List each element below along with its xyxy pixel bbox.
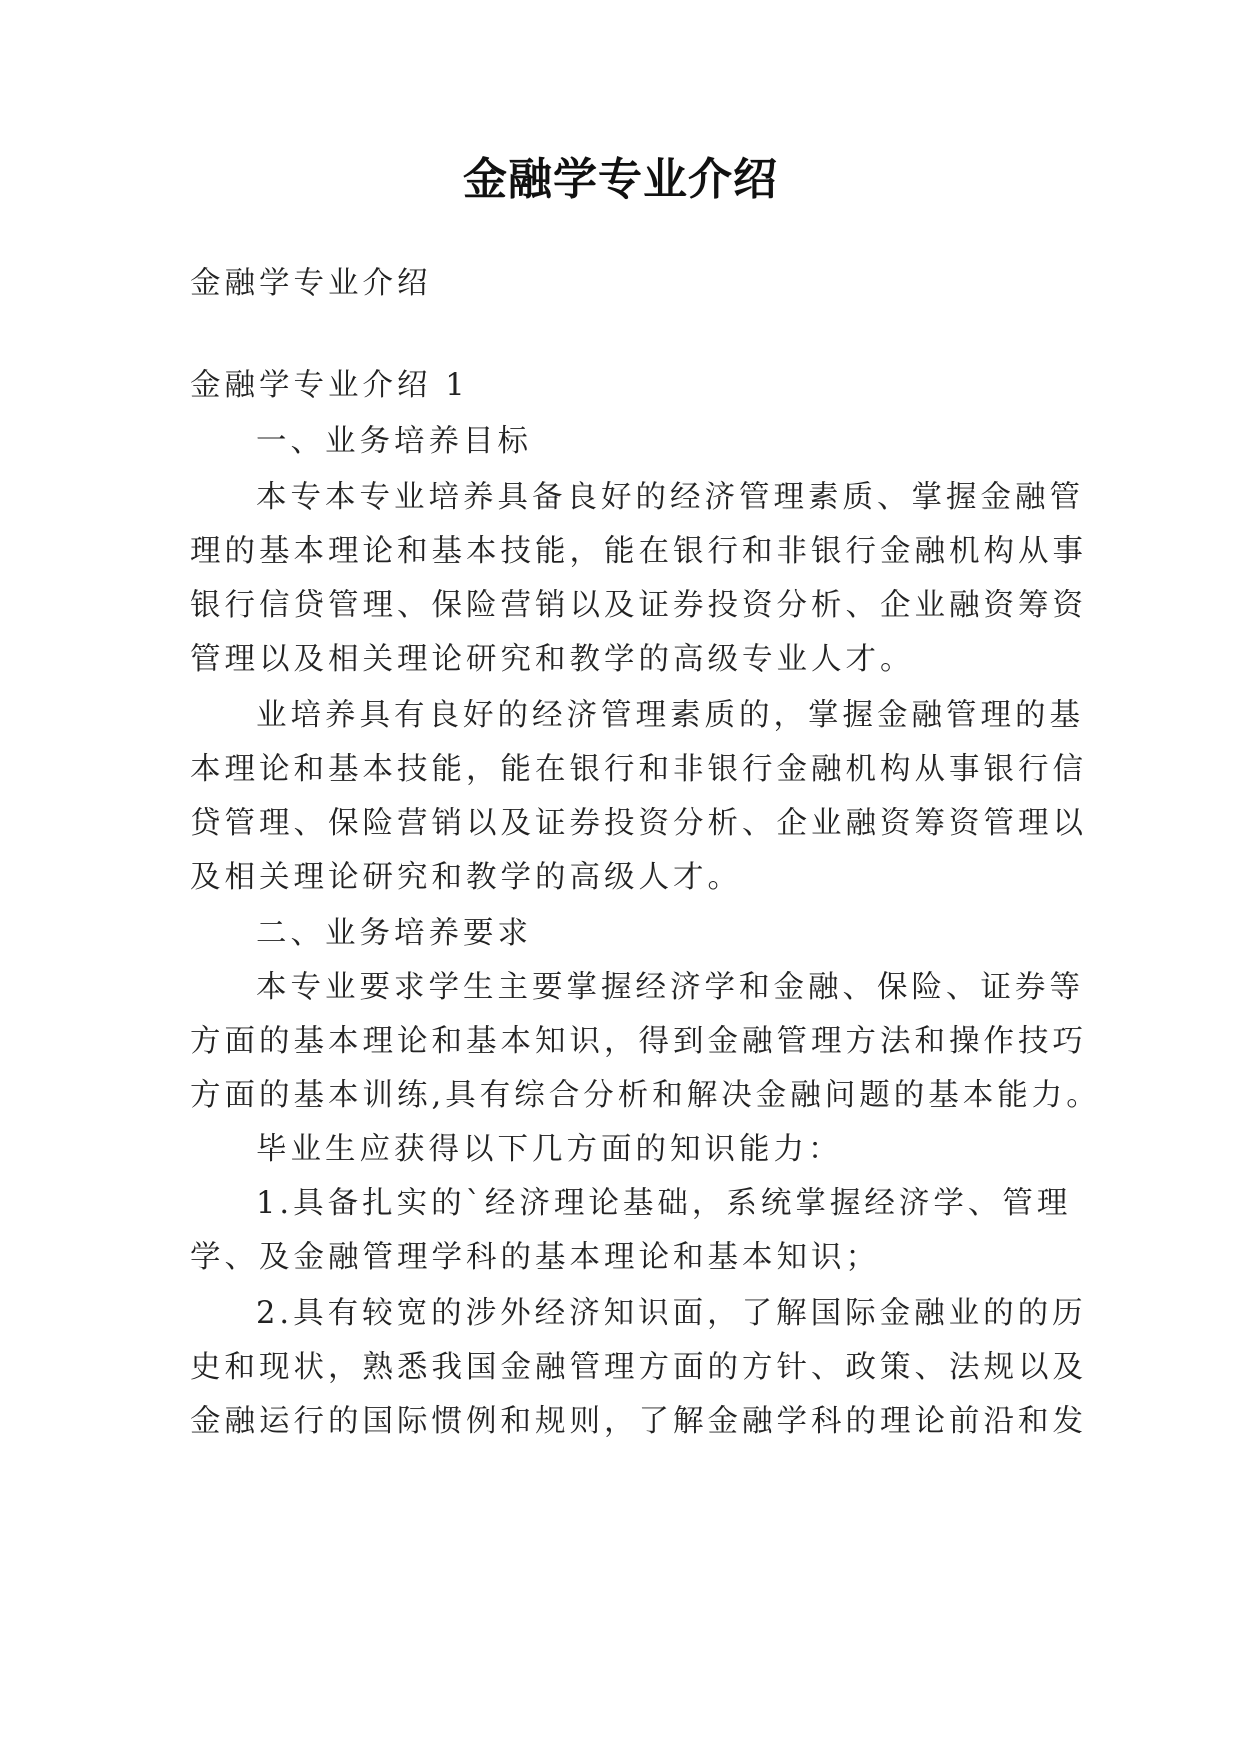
subtitle: 金融学专业介绍 — [190, 266, 432, 301]
list-item-2-continuation: 金融运行的国际惯例和规则，了解金融学科的理论前沿和发 — [190, 1404, 1087, 1439]
paragraph-line: 理的基本理论和基本技能，能在银行和非银行金融机构从事 — [190, 534, 1087, 569]
list-item-2: 2.具有较宽的涉外经济知识面，了解国际金融业的的历 — [256, 1296, 1087, 1331]
document-title: 金融学专业介绍 — [463, 154, 778, 205]
paragraph-line: 方面的基本训练,具有综合分析和解决金融问题的基本能力。 — [190, 1078, 1101, 1113]
list-item-1-continuation: 学、及金融管理学科的基本理论和基本知识； — [190, 1240, 880, 1275]
list-item-1: 1.具备扎实的`经济理论基础，系统掌握经济学、管理 — [256, 1186, 1072, 1221]
list-item-2-continuation: 史和现状，熟悉我国金融管理方面的方针、政策、法规以及 — [190, 1350, 1087, 1385]
paragraph-line: 毕业生应获得以下几方面的知识能力： — [256, 1132, 843, 1167]
heading-training-goal: 一、业务培养目标 — [256, 424, 532, 459]
paragraph-line: 本理论和基本技能，能在银行和非银行金融机构从事银行信 — [190, 752, 1087, 787]
paragraph-line: 业培养具有良好的经济管理素质的，掌握金融管理的基 — [256, 698, 1084, 733]
paragraph-line: 方面的基本理论和基本知识，得到金融管理方法和操作技巧 — [190, 1024, 1087, 1059]
paragraph-line: 本专业要求学生主要掌握经济学和金融、保险、证券等 — [256, 970, 1084, 1005]
heading-training-requirements: 二、业务培养要求 — [256, 916, 532, 951]
paragraph-line: 银行信贷管理、保险营销以及证券投资分析、企业融资筹资 — [190, 588, 1087, 623]
paragraph-line: 及相关理论研究和教学的高级人才。 — [190, 860, 742, 895]
paragraph-line: 本专本专业培养具备良好的经济管理素质、掌握金融管 — [256, 480, 1084, 515]
section-heading: 金融学专业介绍 1 — [190, 368, 469, 403]
paragraph-line: 贷管理、保险营销以及证券投资分析、企业融资筹资管理以 — [190, 806, 1087, 841]
paragraph-line: 管理以及相关理论研究和教学的高级专业人才。 — [190, 642, 915, 677]
